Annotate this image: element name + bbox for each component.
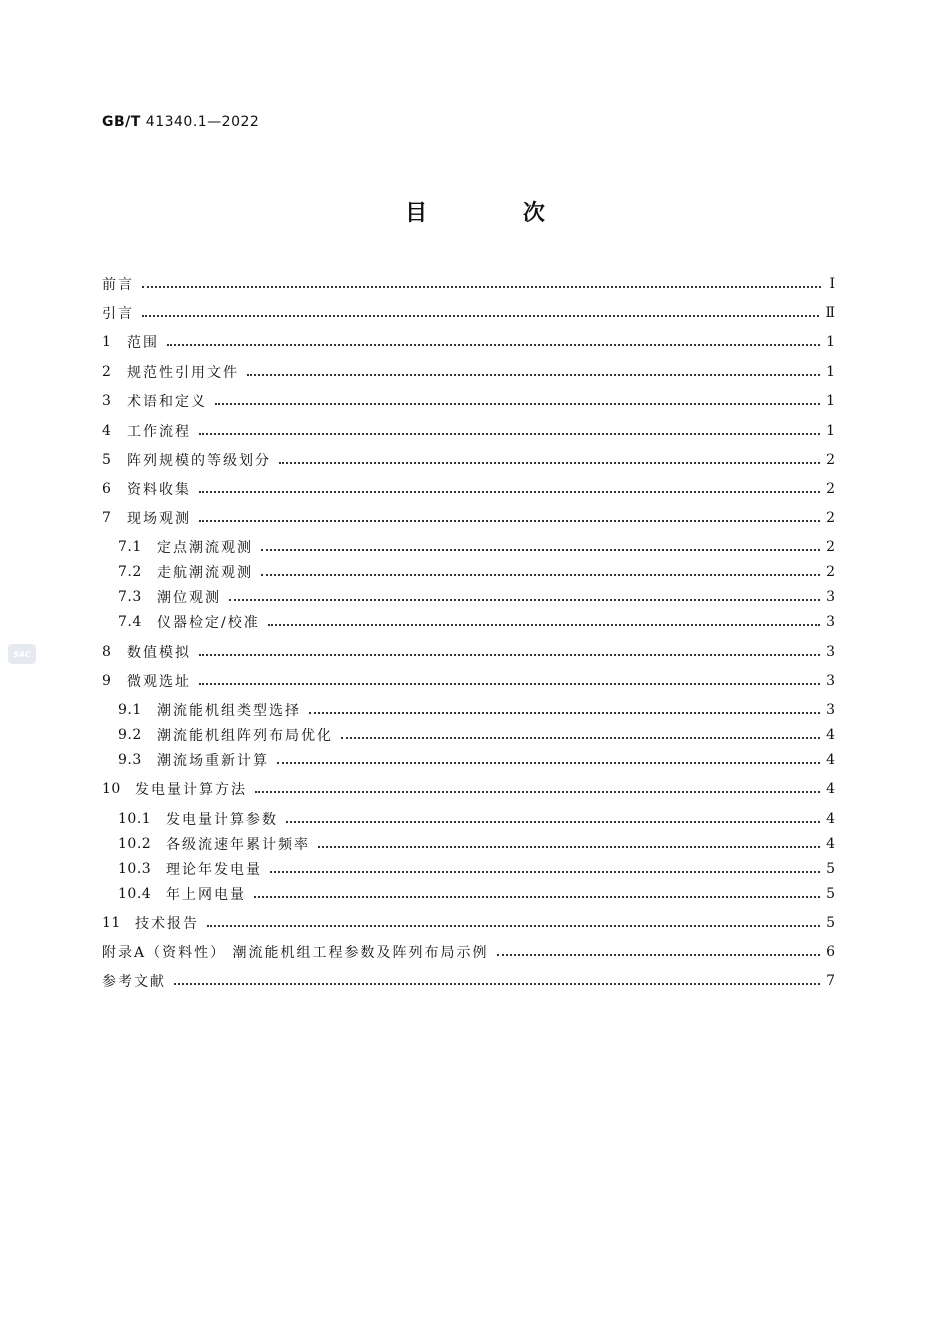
toc-entry-appendix-a[interactable] <box>102 942 835 962</box>
toc-page-number: 3 <box>826 702 835 718</box>
toc-leader-dots <box>254 884 820 898</box>
toc-entry-text: 微观选址 <box>127 674 191 690</box>
toc-entry-10-3[interactable] <box>118 859 835 879</box>
toc-leader-dots <box>255 779 820 793</box>
toc-leader-dots <box>142 274 821 288</box>
toc-leader-dots <box>207 913 820 927</box>
toc-page-number: 2 <box>826 539 835 555</box>
toc-entry-text: 潮流能机组阵列布局优化 <box>157 728 333 744</box>
toc-page-number: 3 <box>826 589 835 605</box>
toc-entry-number: 7.1 <box>118 539 142 555</box>
toc-entry-10-4[interactable] <box>118 884 835 904</box>
toc-entry-9[interactable] <box>102 671 835 691</box>
toc-entry-text: 范围 <box>127 335 159 351</box>
toc-entry-number: 7.4 <box>118 614 142 630</box>
toc-entry-8[interactable] <box>102 642 835 662</box>
toc-entry-text: 技术报告 <box>135 916 199 932</box>
toc-page-number: Ⅱ <box>825 305 835 321</box>
toc-entry-text: 潮流能机组类型选择 <box>157 703 301 719</box>
toc-page-number: 4 <box>826 811 835 827</box>
toc-leader-dots <box>286 809 820 823</box>
toc-entry-text: 潮流场重新计算 <box>157 753 269 769</box>
toc-leader-dots <box>167 332 820 346</box>
standard-code <box>102 114 259 130</box>
toc-leader-dots <box>261 537 820 551</box>
toc-page-number: 2 <box>826 564 835 580</box>
toc-entry-number: 7 <box>102 510 112 526</box>
toc-entry-7-4[interactable] <box>118 612 835 632</box>
toc-entry-number: 10.4 <box>118 886 152 902</box>
toc-page-number: 3 <box>826 614 835 630</box>
toc-page-number: 1 <box>826 334 835 350</box>
toc-page-number: 5 <box>826 886 835 902</box>
toc-leader-dots <box>199 479 820 493</box>
toc-entry-number: 9 <box>102 673 112 689</box>
toc-page-number: 3 <box>826 673 835 689</box>
standard-prefix: GB/T <box>102 114 141 130</box>
toc-leader-dots <box>199 671 820 685</box>
toc-entry-9-3[interactable] <box>118 750 835 770</box>
toc-entry-text: 各级流速年累计频率 <box>166 837 310 853</box>
toc-entry-9-1[interactable] <box>118 700 835 720</box>
toc-entry-number: 10.1 <box>118 811 152 827</box>
toc-leader-dots <box>142 303 819 317</box>
toc-entry-text: 定点潮流观测 <box>157 540 253 556</box>
toc-entry-text: 数值模拟 <box>127 645 191 661</box>
toc-page-number: 2 <box>826 510 835 526</box>
toc-entry-number: 6 <box>102 481 112 497</box>
toc-page-number: 3 <box>826 644 835 660</box>
toc-entry-number: 11 <box>102 915 121 931</box>
toc-entry-text: 阵列规模的等级划分 <box>127 453 271 469</box>
toc-entry-1[interactable] <box>102 332 835 352</box>
toc-page-number: Ⅰ <box>829 276 835 292</box>
toc-entry-number: 9.1 <box>118 702 142 718</box>
toc-page-number: 4 <box>826 836 835 852</box>
toc-entry-number: 7.3 <box>118 589 142 605</box>
toc-leader-dots <box>247 362 820 376</box>
toc-leader-dots <box>199 508 820 522</box>
toc-entry-text: 潮位观测 <box>157 590 221 606</box>
toc-page-number: 1 <box>826 393 835 409</box>
toc-entry-3[interactable] <box>102 391 835 411</box>
toc-entry-text: 工作流程 <box>127 424 191 440</box>
toc-entry-number: 9.3 <box>118 752 142 768</box>
toc-page-number: 5 <box>826 915 835 931</box>
toc-entry-11[interactable] <box>102 913 835 933</box>
toc-entry-7[interactable] <box>102 508 835 528</box>
toc-leader-dots <box>497 942 821 956</box>
toc-entry-10-1[interactable] <box>118 809 835 829</box>
toc-leader-dots <box>277 750 820 764</box>
toc-page-number: 6 <box>826 944 835 960</box>
toc-entry-text: 术语和定义 <box>127 394 207 410</box>
toc-page-number: 7 <box>826 973 835 989</box>
toc-entry-7-2[interactable] <box>118 562 835 582</box>
toc-page-number: 4 <box>826 727 835 743</box>
toc-entry-number: 3 <box>102 393 112 409</box>
toc-page-number: 4 <box>826 781 835 797</box>
toc-page-number: 1 <box>826 423 835 439</box>
toc-entry-text: 附录A（资料性） 潮流能机组工程参数及阵列布局示例 <box>102 945 489 961</box>
toc-leader-dots <box>174 971 820 985</box>
toc-entry-10[interactable] <box>102 779 835 799</box>
toc-leader-dots <box>341 725 820 739</box>
toc-page-number: 2 <box>826 452 835 468</box>
toc-entry-2[interactable] <box>102 362 835 382</box>
toc-entry-foreword[interactable] <box>102 274 835 294</box>
toc-entry-number: 1 <box>102 334 112 350</box>
toc-entry-7-3[interactable] <box>118 587 835 607</box>
toc-page-number: 4 <box>826 752 835 768</box>
toc-entry-number: 4 <box>102 423 112 439</box>
toc-entry-text: 走航潮流观测 <box>157 565 253 581</box>
toc-entry-text: 理论年发电量 <box>166 862 262 878</box>
toc-leader-dots <box>215 391 820 405</box>
toc-entry-references[interactable] <box>102 971 835 991</box>
toc-leader-dots <box>268 612 820 626</box>
toc-entry-number: 10.2 <box>118 836 152 852</box>
toc-entry-text: 参考文献 <box>102 974 166 990</box>
toc-page-number: 2 <box>826 481 835 497</box>
toc-entry-text: 仪器检定/校准 <box>157 615 260 631</box>
toc-page-number: 1 <box>826 364 835 380</box>
toc-leader-dots <box>270 859 820 873</box>
toc-entry-number: 10 <box>102 781 121 797</box>
toc-leader-dots <box>199 642 820 656</box>
toc-entry-number: 5 <box>102 452 112 468</box>
toc-entry-number: 9.2 <box>118 727 142 743</box>
toc-entry-text: 引言 <box>102 306 134 322</box>
toc-entry-text: 发电量计算方法 <box>135 782 247 798</box>
toc-leader-dots <box>261 562 820 576</box>
page-title: 目 次 <box>405 201 589 226</box>
toc-entry-introduction[interactable] <box>102 303 835 323</box>
toc-leader-dots <box>309 700 820 714</box>
toc-page-number: 5 <box>826 861 835 877</box>
sac-watermark-logo: SAC <box>8 644 36 664</box>
toc-entry-10-2[interactable] <box>118 834 835 854</box>
toc-entry-number: 8 <box>102 644 112 660</box>
toc-entry-text: 现场观测 <box>127 511 191 527</box>
toc-entry-4[interactable] <box>102 421 835 441</box>
toc-leader-dots <box>199 421 820 435</box>
toc-leader-dots <box>229 587 820 601</box>
toc-entry-text: 前言 <box>102 277 134 293</box>
toc-entry-number: 2 <box>102 364 112 380</box>
toc-entry-9-2[interactable] <box>118 725 835 745</box>
toc-leader-dots <box>279 450 820 464</box>
standard-number: 41340.1—2022 <box>145 114 260 130</box>
toc-entry-text: 资料收集 <box>127 482 191 498</box>
toc-entry-text: 发电量计算参数 <box>166 812 278 828</box>
toc-entry-7-1[interactable] <box>118 537 835 557</box>
toc-entry-6[interactable] <box>102 479 835 499</box>
toc-leader-dots <box>318 834 820 848</box>
toc-entry-number: 10.3 <box>118 861 152 877</box>
toc-entry-text: 年上网电量 <box>166 887 246 903</box>
toc-entry-number: 7.2 <box>118 564 142 580</box>
toc-entry-5[interactable] <box>102 450 835 470</box>
toc-entry-text: 规范性引用文件 <box>127 365 239 381</box>
